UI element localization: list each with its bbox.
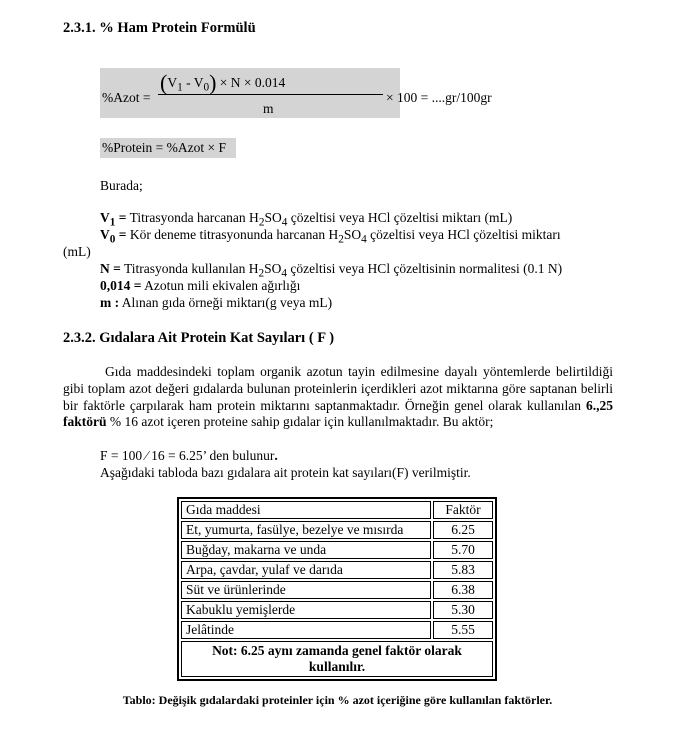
factor-calculation: F = 100 ⁄ 16 = 6.25’ den bulunur. bbox=[100, 448, 278, 463]
table-row bbox=[181, 601, 493, 619]
definition-n: N = Titrasyonda kullanılan $H_2SO_4$ çözeltisi veya HCl çözeltisinin normalitesi (0.1 N) bbox=[100, 261, 563, 280]
section-heading-2-3-2: 2.3.2. Gıdalara Ait Protein Kat Sayıları ( F ) bbox=[63, 330, 335, 346]
factor-cell: 6.25 bbox=[433, 521, 493, 539]
factor-cell: 5.30 bbox=[433, 601, 493, 619]
food-cell: Süt ve ürünlerinde bbox=[181, 581, 431, 599]
table-row bbox=[181, 581, 493, 599]
food-cell: Et, yumurta, fasülye, bezelye ve mısırda bbox=[181, 521, 431, 539]
header-food: Gıda maddesi bbox=[181, 501, 431, 519]
fraction-bar bbox=[158, 94, 383, 95]
table-row bbox=[181, 541, 493, 559]
table-caption: Tablo: Değişik gıdalardaki proteinler için % azot içeriğine göre kullanılan faktörler. bbox=[122, 693, 553, 707]
definition-v1: $V_1$ = Titrasyonda harcanan $H_2SO_4$ çözeltisi veya HCl çözeltisi miktarı (mL) bbox=[100, 210, 513, 229]
food-cell: Buğday, makarna ve unda bbox=[181, 541, 431, 559]
formula-lhs: %Azot = bbox=[102, 90, 151, 105]
food-cell: Jelâtinde bbox=[181, 621, 431, 639]
definition-m: m : Alınan gıda örneği miktarı(g veya mL) bbox=[100, 295, 333, 310]
table-note-row bbox=[181, 641, 493, 677]
table-row bbox=[181, 561, 493, 579]
food-cell: Arpa, çavdar, yulaf ve darıda bbox=[181, 561, 431, 579]
definition-v0-continuation: (mL) bbox=[63, 244, 91, 259]
section-heading-2-3-1: 2.3.1. % Ham Protein Formülü bbox=[63, 20, 256, 36]
table-row bbox=[181, 521, 493, 539]
formula-numerator: $(V_1 - V_0) \times N \times 0.014$ bbox=[160, 70, 286, 95]
table-intro: Aşağıdaki tabloda bazı gıdalara ait protein kat sayıları(F) verilmiştir. bbox=[100, 465, 471, 480]
definition-v0: $V_0$ = Kör deneme titrasyonunda harcanan $H_2SO_4$ çözeltisi veya HCl çözeltisi miktarı bbox=[100, 227, 561, 246]
formula-denominator: m bbox=[263, 101, 274, 116]
formula-rhs: × 100 = ....gr/100gr bbox=[386, 90, 492, 105]
table-row bbox=[181, 621, 493, 639]
factor-cell: 6.38 bbox=[433, 581, 493, 599]
body-paragraph: Gıda maddesindeki toplam organik azotun tayin edilmesine dayalı yöntemlerde belirtildiği gibi toplam azot değeri gıdalarda bulunan proteinlerin içerdikleri azot miktarına göre saptanan belirli bir faktörle çarpılarak ham protein miktarını saptanmaktadır. Örneğin genel olarak kullanılan 6.,25 faktörü % 16 azot içeren proteine sahip gıdalar için kullanılmaktadır. Bu aktör; bbox=[63, 364, 613, 430]
factor-cell: 5.83 bbox=[433, 561, 493, 579]
definition-0014: 0,014 = Azotun mili ekivalen ağırlığı bbox=[100, 278, 301, 293]
table-note: Not: 6.25 aynı zamanda genel faktör olarak kullanılır. bbox=[181, 641, 493, 677]
nitrogen-formula bbox=[100, 68, 492, 118]
protein-formula: %Protein = %Azot × F bbox=[100, 138, 236, 158]
table-header-row bbox=[181, 501, 493, 519]
protein-factor-table bbox=[177, 497, 497, 681]
food-cell: Kabuklu yemişlerde bbox=[181, 601, 431, 619]
factor-cell: 5.70 bbox=[433, 541, 493, 559]
burada-label: Burada; bbox=[100, 178, 143, 193]
header-factor: Faktör bbox=[433, 501, 493, 519]
factor-cell: 5.55 bbox=[433, 621, 493, 639]
